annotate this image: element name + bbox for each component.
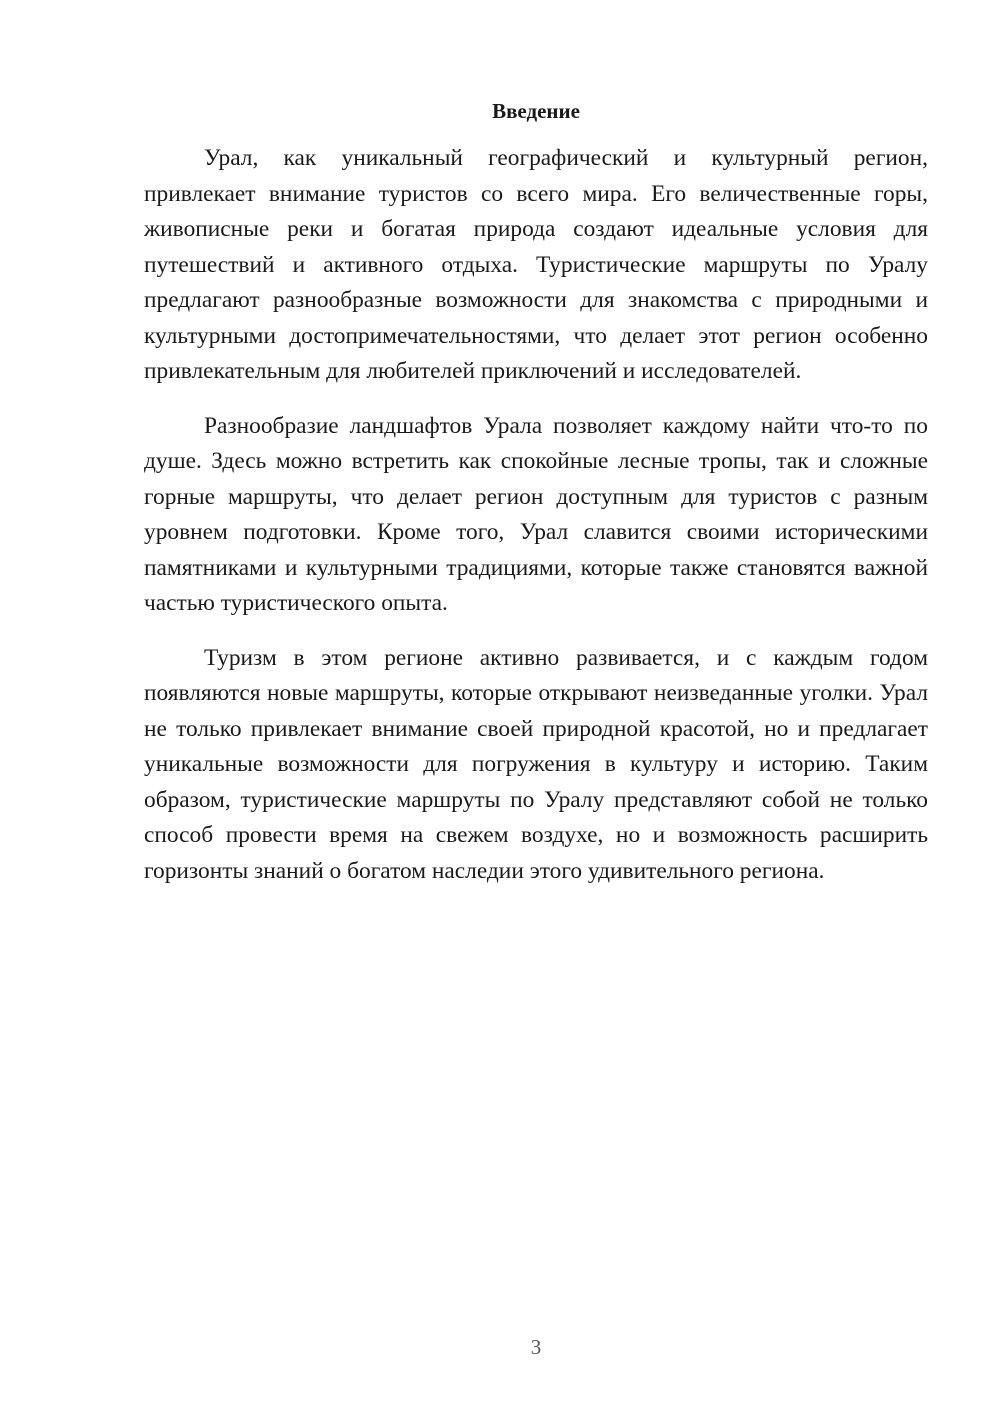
paragraph-intro: Урал, как уникальный географический и культурный регион, привлекает внимание туристов со всего мира. Его величественные горы, живописные реки и богатая природа создают идеальные условия для путешествий и активного отдыха. Туристические маршруты по Уралу предлагают разнообразные возможности для знакомства с природными и культурными достопримечательностями, что делает этот регион особенно привлекательным для любителей приключений и исследователей. — [144, 145, 928, 384]
paragraph-tourism: Туризм в этом регионе активно развивается, и с каждым годом появляются новые маршруты, которые открывают неизведанные уголки. Урал не только привлекает внимание своей природной красотой, но и предлагает уникальные возможности для погружения в культуру и историю. Таким образом, туристические маршруты по Уралу представляют собой не только способ провести время на свежем воздухе, но и возможность расширить горизонты знаний о богатом наследии этого удивительного региона. — [144, 644, 928, 884]
page-heading: Введение — [492, 99, 580, 123]
body-text — [144, 141, 928, 908]
page-number: 3 — [530, 1335, 542, 1359]
paragraph-landscapes: Разнообразие ландшафтов Урала позволяет каждому найти что-то по душе. Здесь можно встретить как спокойные лесные тропы, так и сложные горные маршруты, что делает регион доступным для туристов с разным уровнем подготовки. Кроме того, Урал славится своими историческими памятниками и культурными традициями, которые также становятся важной частью туристического опыта. — [144, 412, 928, 616]
